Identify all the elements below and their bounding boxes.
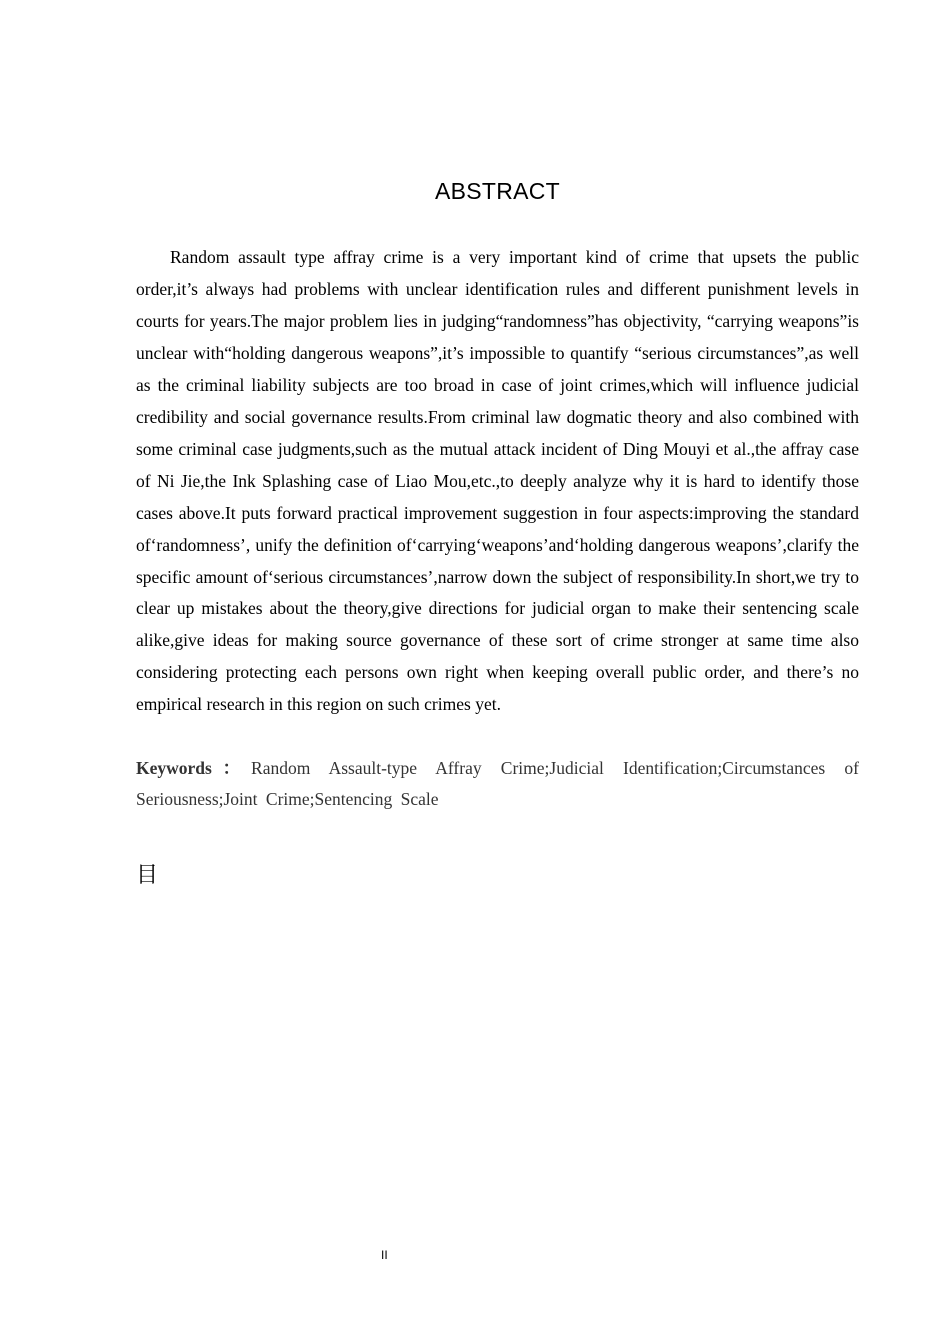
abstract-heading: ABSTRACT	[434, 178, 561, 204]
page-number: II	[381, 1248, 388, 1262]
abstract-body: Random assault type affray crime is a very important kind of crime that upsets the public order,it’s always had problems with unclear identification rules and different punishment levels in courts for years.The major problem lies in judging“randomness”has objectivity, “carrying weapons”is unclear with“holding dangerous weapons”,it’s impossible to quantify “serious circumstances”,as well as the criminal liability subjects are too broad in case of joint crimes,which will influence judicial credibility and social governance results.From criminal law dogmatic theory and also combined with some criminal case judgments,such as the mutual attack incident of Ding Mouyi et al.,the affray case of Ni Jie,the Ink Splashing case of Liao Mou,etc.,to deeply analyze why it is hard to identify those cases above.It puts forward practical improvement suggestion in four aspects:improving the standard of‘randomness’, unify the definition of‘carrying‘weapons’and‘holding dangerous weapons’,clarify the specific amount of‘serious circumstances’,narrow down the subject of responsibility.In short,we try to clear up mistakes about the theory,give directions for judicial organ to make their sentencing scale alike,give ideas for making source governance of these sort of crime stronger at same time also considering protecting each persons own right when keeping overall public order, and there’s no empirical research in this region on such crimes yet.	[136, 247, 859, 715]
table-of-contents-heading: 目	[136, 863, 159, 888]
keywords-paragraph	[136, 753, 859, 815]
keywords-label: Keywords：	[136, 758, 252, 778]
keywords-text: Random Assault-type Affray Crime;Judicial Identification;Circumstances of Seriousness;Joint Crime;Sentencing Scale	[136, 758, 860, 809]
